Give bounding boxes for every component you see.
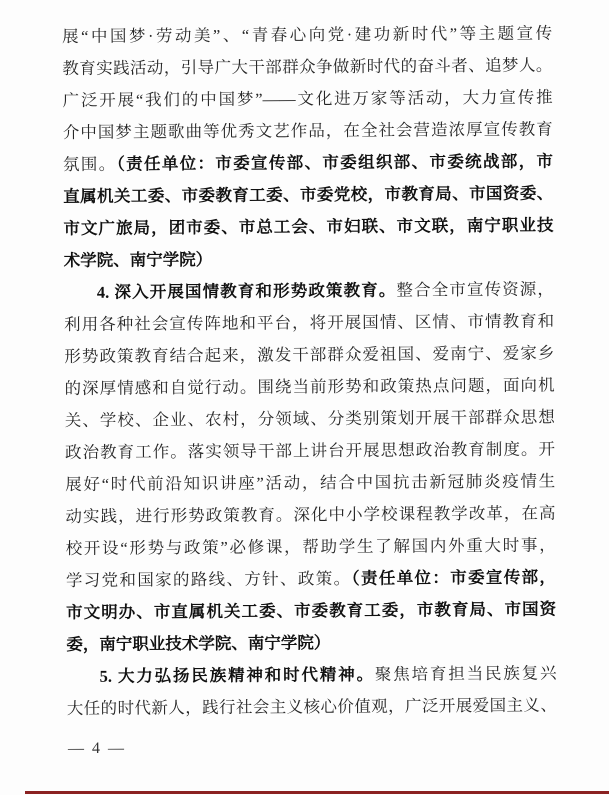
text-line [65,498,555,533]
text-line [65,434,555,469]
text-line [67,690,557,725]
text-line [66,594,556,629]
text-line [65,402,555,437]
bold-text-segment: 术学院、南宁学院） [63,249,213,270]
text-segment: 校开设“形势与政策”必修课，帮助学生了解国内外重大时事， [65,535,556,558]
bold-text-segment: （责任单位：市委宣传部、市委组织部、市委统战部，市 [116,151,554,174]
document-body [62,18,557,725]
text-line [62,50,552,85]
text-line [62,82,552,117]
text-segment: 形势政策教育结合起来，激发干部群众爱祖国、爱南宁、爱家乡 [64,343,555,366]
text-segment: 动实践，进行形势政策教育。深化中小学校课程教学改革，在高 [65,503,556,526]
text-line [66,626,556,661]
text-segment: 学习党和国家的路线、方针、政策。 [65,568,352,590]
text-line [63,178,553,213]
text-segment: 利用各种社会宣传阵地和平台，将开展国情、区情、市情教育和 [64,311,555,334]
bold-text-segment: 5. 大力弘扬民族精神和时代精神。 [99,664,375,686]
bold-text-segment: 市文明办、市直属机关工委、市委教育工委，市教育局、市国资 [66,599,557,622]
text-segment: 展“中国梦·劳动美”、“青春心向党·建功新时代”等主题宣传 [62,23,553,46]
text-line [64,370,554,405]
text-line [64,306,554,341]
text-line [63,210,553,245]
text-segment: 整合全市宣传资源， [396,279,554,300]
text-segment: 教育实践活动，引导广大干部群众争做新时代的奋斗者、追梦人。 [62,55,553,78]
text-segment: 关、学校、企业、农村，分领域、分类别策划开展干部群众思想 [64,407,555,430]
bold-text-segment: （责任单位：市委宣传部， [351,567,556,588]
text-line [66,530,556,565]
footer-red-line [25,791,609,794]
text-line [64,274,554,309]
text-segment: 大任的时代新人，践行社会主义核心价值观，广泛开展爱国主义、 [66,695,557,718]
page-number: — 4 — [67,739,127,758]
text-segment: 介中国梦主题歌曲等优秀文艺作品，在全社会营造浓厚宣传教育 [62,119,553,142]
text-segment: 展好“时代前沿知识讲座”活动，结合中国抗击新冠肺炎疫情生 [65,471,556,494]
text-segment: 氛围。 [62,154,117,174]
bold-text-segment: 委，南宁职业技术学院、南宁学院） [66,633,331,654]
text-segment: 聚焦培育担当民族复兴 [374,663,557,684]
text-line [62,18,552,53]
text-segment: 政治教育工作。落实领导干部上讲台开展思想政治教育制度。开 [64,439,556,462]
bold-text-segment: 4. 深入开展国情教育和形势政策教育。 [96,280,397,302]
bold-text-segment: 市文广旅局，团市委、市总工会、市妇联、市文联，南宁职业技 [63,215,554,238]
text-line [64,338,554,373]
text-line [65,466,555,501]
bold-text-segment: 直属机关工委、市委教育工委、市委党校，市教育局、市国资委、 [63,183,554,206]
text-line [66,658,556,693]
text-line [64,242,554,277]
text-line [63,146,553,181]
text-line [63,114,553,149]
text-segment: 广泛开展“我们的中国梦”——文化进万家等活动，大力宣传推 [62,87,553,110]
text-segment: 的深厚情感和自觉行动。围绕当前形势和政策热点问题，面向机 [64,375,555,398]
text-line [66,562,556,597]
